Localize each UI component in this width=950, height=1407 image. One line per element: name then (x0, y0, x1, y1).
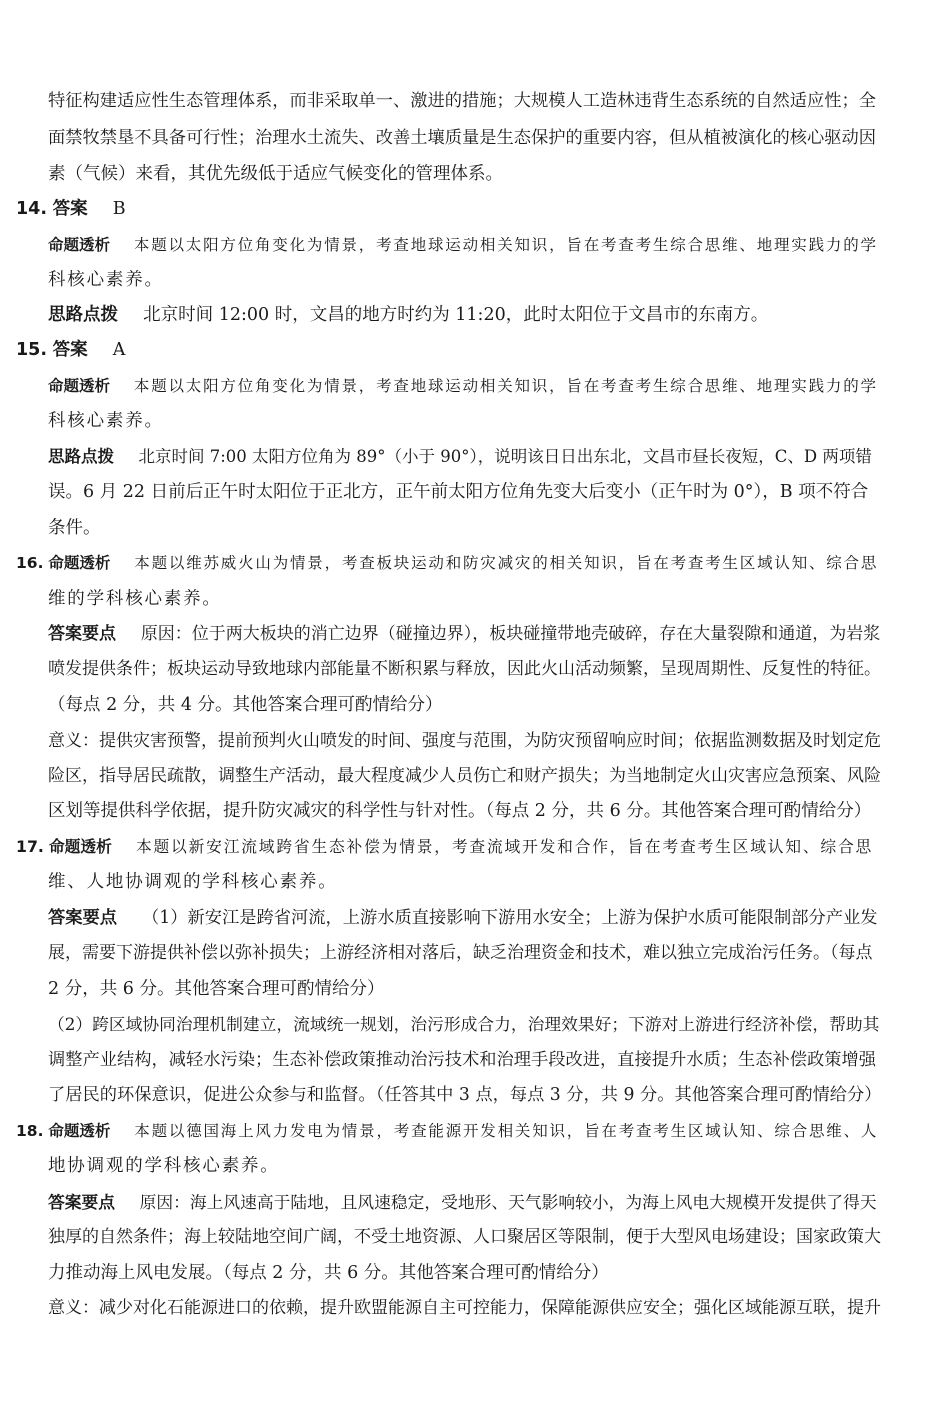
q15-hint-line: 条件。 (48, 518, 101, 538)
answer-label: 答案 (52, 199, 88, 219)
q15-answer-row (16, 340, 125, 360)
answer-value: B (112, 199, 126, 219)
q17-part2-line: 调整产业结构，减轻水污染；生态补偿政策推动治污技术和治理手段改进，直接提升水质；生态补偿政策增强 (48, 1050, 877, 1070)
q16-significance-line: 意义：提供灾害预警，提前预判火山喷发的时间、强度与范围，为防灾预留响应时间；依据监测数据及时划定危 (48, 731, 881, 751)
question-number: 17. (16, 837, 44, 856)
q17-analysis-line: 维、人地协调观的学科核心素养。 (48, 872, 338, 892)
q16-significance-line: 险区，指导居民疏散，调整生产活动，最大程度减少人员伤亡和财产损失；为当地制定火山灾害应急预案、风险 (48, 766, 881, 786)
hint-label: 思路点拨 (48, 305, 118, 325)
hint-label: 思路点拨 (48, 447, 114, 466)
question-number: 15. (16, 340, 48, 360)
q17-key-line: 2 分，共 6 分。其他答案合理可酌情给分） (48, 979, 385, 999)
analysis-text: 本题以新安江流域跨省生态补偿为情景，考查流域开发和合作，旨在考查考生区域认知、综合思 (135, 837, 874, 856)
analysis-text: 本题以德国海上风力发电为情景，考查能源开发相关知识，旨在考查考生区域认知、综合思维、人 (134, 1122, 879, 1140)
q14-answer-row (16, 199, 126, 219)
analysis-label: 命题透析 (48, 236, 111, 254)
q14-hint-line (48, 305, 768, 325)
q18-key-line: 力推动海上风电发展。（每点 2 分，共 6 分。其他答案合理可酌情给分） (48, 1263, 609, 1283)
q13-continuation-line: 特征构建适应性生态管理体系，而非采取单一、激进的措施；大规模人工造林违背生态系统的自然适应性；全 (48, 91, 877, 111)
q14-analysis-line: 科核心素养。 (48, 270, 164, 290)
q13-continuation-line: 素（气候）来看，其优先级低于适应气候变化的管理体系。 (48, 164, 503, 184)
hint-text: 北京时间 12:00 时，文昌的地方时约为 11:20，此时太阳位于文昌市的东南方。 (143, 305, 769, 325)
key-points-text: 原因：海上风速高于陆地，且风速稳定，受地形、天气影响较小，为海上风电大规模开发提供了得天 (139, 1192, 877, 1212)
answer-label: 答案 (52, 340, 88, 360)
q13-continuation-line: 面禁牧禁垦不具备可行性；治理水土流失、改善土壤质量是生态保护的重要内容，但从植被演化的核心驱动因 (48, 128, 877, 148)
q18-analysis-line: 地协调观的学科核心素养。 (48, 1156, 280, 1176)
q17-key-line (48, 908, 877, 928)
q17-part2-line: （2）跨区域协同治理机制建立，流域统一规划，治污形成合力，治理效果好；下游对上游进行经济补偿，帮助其 (48, 1014, 880, 1034)
key-points-label: 答案要点 (48, 624, 116, 644)
q14-analysis-line (48, 235, 878, 255)
q15-hint-line (48, 447, 872, 467)
analysis-text: 本题以太阳方位角变化为情景，考查地球运动相关知识，旨在考查考生综合思维、地理实践力的学 (133, 236, 878, 254)
q18-key-line: 独厚的自然条件；海上较陆地空间广阔，不受土地资源、人口聚居区等限制，便于大型风电场建设；国家政策大 (48, 1227, 881, 1247)
q16-key-line: （每点 2 分，共 4 分。其他答案合理可酌情给分） (48, 695, 443, 715)
hint-text: 北京时间 7:00 太阳方位角为 89°（小于 90°），说明该日日出东北，文昌市昼长夜短，C、D 两项错 (138, 447, 872, 466)
analysis-label: 命题透析 (48, 554, 111, 572)
q17-analysis-line (16, 837, 873, 857)
key-points-label: 答案要点 (48, 908, 118, 928)
q17-key-line: 展，需要下游提供补偿以弥补损失；上游经济相对落后，缺乏治理资金和技术，难以独立完成治污任务。（每点 (48, 943, 873, 963)
answer-value: A (112, 340, 126, 360)
q16-key-line (48, 624, 880, 644)
question-number: 14. (16, 199, 48, 219)
question-number: 18. (16, 1122, 44, 1140)
analysis-label: 命题透析 (48, 837, 112, 856)
q17-part2-line: 了居民的环保意识，促进公众参与和监督。（任答其中 3 点，每点 3 分，共 9 分。其他答案合理可酌情给分） (48, 1085, 882, 1105)
q16-key-line: 喷发提供条件；板块运动导致地球内部能量不断积累与释放，因此火山活动频繁，呈现周期性、反复性的特征。 (48, 659, 881, 679)
q18-significance-line: 意义：减少对化石能源进口的依赖，提升欧盟能源自主可控能力，保障能源供应安全；强化区域能源互联，提升 (48, 1298, 881, 1318)
analysis-text: 本题以太阳方位角变化为情景，考查地球运动相关知识，旨在考查考生综合思维、地理实践力的学 (133, 377, 878, 395)
analysis-label: 命题透析 (48, 1122, 111, 1140)
q16-analysis-line: 维的学科核心素养。 (48, 589, 222, 609)
analysis-label: 命题透析 (48, 377, 111, 395)
q18-analysis-line (16, 1121, 878, 1141)
key-points-text: 原因：位于两大板块的消亡边界（碰撞边界），板块碰撞带地壳破碎，存在大量裂隙和通道，为岩浆 (140, 624, 881, 644)
question-number: 16. (16, 554, 44, 572)
q16-significance-line: 区划等提供科学依据，提升防灾减灾的科学性与针对性。（每点 2 分，共 6 分。其他答案合理可酌情给分） (48, 801, 872, 821)
q18-key-line (48, 1192, 877, 1212)
analysis-text: 本题以维苏威火山为情景，考查板块运动和防灾减灾的相关知识，旨在考查考生区域认知、综合思 (134, 554, 879, 572)
q15-analysis-line (48, 376, 878, 396)
q15-hint-line: 误。6 月 22 日前后正午时太阳位于正北方，正午前太阳方位角先变大后变小（正午时为 0°），B 项不符合 (48, 482, 869, 502)
key-points-label: 答案要点 (48, 1192, 116, 1212)
key-points-text: （1）新安江是跨省河流，上游水质直接影响下游用水安全；上游为保护水质可能限制部分产业发 (141, 908, 878, 928)
q15-analysis-line: 科核心素养。 (48, 411, 164, 431)
q16-analysis-line (16, 553, 878, 573)
